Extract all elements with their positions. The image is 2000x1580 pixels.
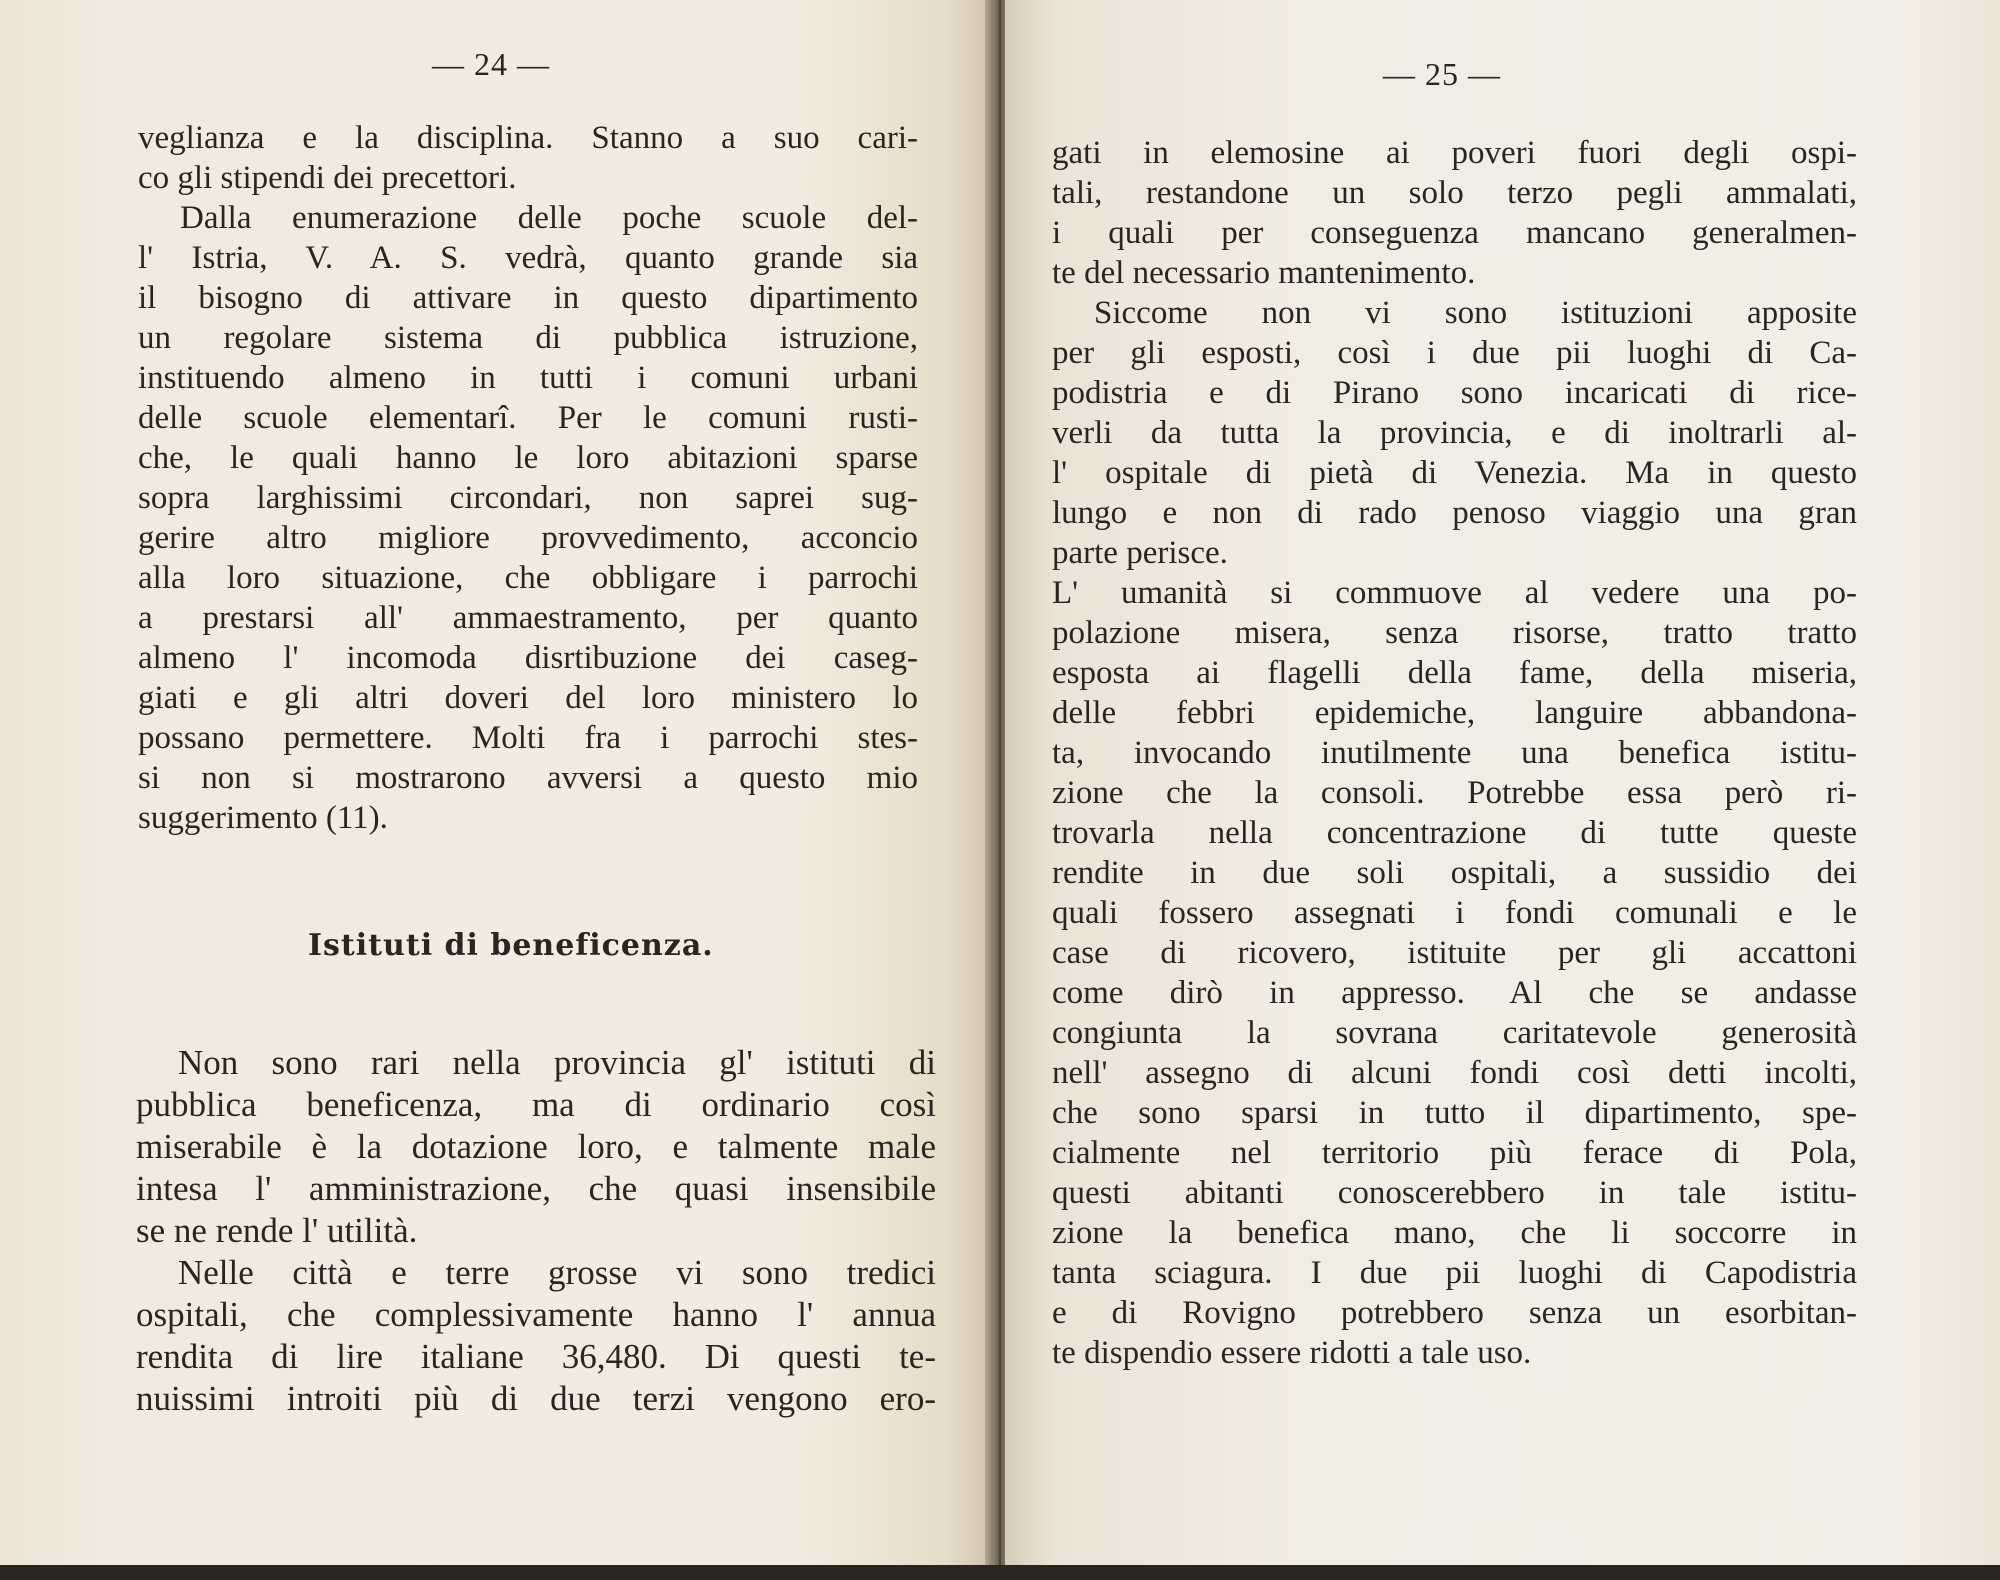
text-line: un regolare sistema di pubblica istruzione, [138,320,918,356]
text-line: a prestarsi all' ammaestramento, per quanto [138,600,918,636]
text-line: tali, restandone un solo terzo pegli ammalati, [1052,175,1857,211]
text-line: cialmente nel territorio più ferace di Pola, [1052,1135,1857,1171]
text-line: alla loro situazione, che obbligare i parrochi [138,560,918,596]
text-line: Non sono rari nella provincia gl' istituti di [178,1043,936,1082]
text-line: quali fossero assegnati i fondi comunali e le [1052,895,1857,931]
book-bottom-edge [0,1565,2000,1580]
text-line: se ne rende l' utilità. [136,1211,418,1250]
text-line: zione che la consoli. Potrebbe essa però ri- [1052,775,1857,811]
left-page [0,0,995,1580]
text-line: l' ospitale di pietà di Venezia. Ma in questo [1052,455,1857,491]
text-line: ta, invocando inutilmente una benefica istitu- [1052,735,1857,771]
text-line: Dalla enumerazione delle poche scuole del- [180,200,918,236]
text-line: delle scuole elementarî. Per le comuni rusti- [138,400,918,436]
text-line: almeno l' incomoda disrtibuzione dei caseg- [138,640,918,676]
text-line: nell' assegno di alcuni fondi così detti incolti, [1052,1055,1857,1091]
text-line: si non si mostrarono avversi a questo mio [138,760,918,796]
text-line: intesa l' amministrazione, che quasi insensibile [136,1169,936,1208]
text-line: nuissimi introiti più di due terzi vengono ero- [136,1379,936,1418]
text-line: possano permettere. Molti fra i parrochi stes- [138,720,918,756]
text-line: L' umanità si commuove al vedere una po- [1052,575,1857,611]
text-line: Nelle città e terre grosse vi sono tredici [178,1253,936,1292]
text-line: delle febbri epidemiche, languire abbandona- [1052,695,1857,731]
text-line: lungo e non di rado penoso viaggio una gran [1052,495,1857,531]
text-line: rendite in due soli ospitali, a sussidio dei [1052,855,1857,891]
text-line: zione la benefica mano, che li soccorre in [1052,1215,1857,1251]
text-line: rendita di lire italiane 36,480. Di questi te- [136,1337,936,1376]
left-top-paragraphs [138,118,918,838]
text-line: gerire altro migliore provvedimento, acconcio [138,520,918,556]
text-line: suggerimento (11). [138,800,388,836]
text-line: co gli stipendi dei precettori. [138,160,517,196]
section-heading: Istituti di beneficenza. [308,928,714,963]
text-line: per gli esposti, così i due pii luoghi di Ca- [1052,335,1857,371]
text-line: giati e gli altri doveri del loro ministero lo [138,680,918,716]
text-line: polazione misera, senza risorse, tratto tratto [1052,615,1857,651]
text-line: miserabile è la dotazione loro, e talmente male [136,1127,936,1166]
text-line: congiunta la sovrana caritatevole generosità [1052,1015,1857,1051]
text-line: case di ricovero, istituite per gli accattoni [1052,935,1857,971]
text-line: verli da tutta la provincia, e di inoltrarli al- [1052,415,1857,451]
text-line: che sono sparsi in tutto il dipartimento, spe- [1052,1095,1857,1131]
text-line: il bisogno di attivare in questo dipartimento [138,280,918,316]
text-line: l' Istria, V. A. S. vedrà, quanto grande sia [138,240,918,276]
page-number: — 24 — [432,46,550,82]
text-line: te dispendio essere ridotti a tale uso. [1052,1335,1532,1371]
text-line: podistria e di Pirano sono incaricati di rice- [1052,375,1857,411]
text-line: che, le quali hanno le loro abitazioni sparse [138,440,918,476]
text-line: come dirò in appresso. Al che se andasse [1052,975,1857,1011]
text-line: i quali per conseguenza mancano generalmen- [1052,215,1857,251]
text-line: veglianza e la disciplina. Stanno a suo cari- [138,120,918,156]
text-line: trovarla nella concentrazione di tutte queste [1052,815,1857,851]
text-line: Siccome non vi sono istituzioni apposite [1094,295,1857,331]
page-number: — 25 — [1383,56,1501,92]
text-line: questi abitanti conoscerebbero in tale istitu- [1052,1175,1857,1211]
text-line: ospitali, che complessivamente hanno l' annua [136,1295,936,1334]
text-line: instituendo almeno in tutti i comuni urbani [138,360,918,396]
text-line: esposta ai flagelli della fame, della miseria, [1052,655,1857,691]
text-line: sopra larghissimi circondari, non saprei sug- [138,480,918,516]
text-line: e di Rovigno potrebbero senza un esorbitan- [1052,1295,1857,1331]
text-line: pubblica beneficenza, ma di ordinario così [136,1085,936,1124]
text-line: gati in elemosine ai poveri fuori degli ospi- [1052,135,1857,171]
left-bottom-paragraphs [136,1042,936,1420]
text-line: parte perisce. [1052,535,1228,571]
text-line: tanta sciagura. I due pii luoghi di Capodistria [1052,1255,1857,1291]
right-paragraphs [1052,133,1857,1373]
text-line: te del necessario mantenimento. [1052,255,1476,291]
